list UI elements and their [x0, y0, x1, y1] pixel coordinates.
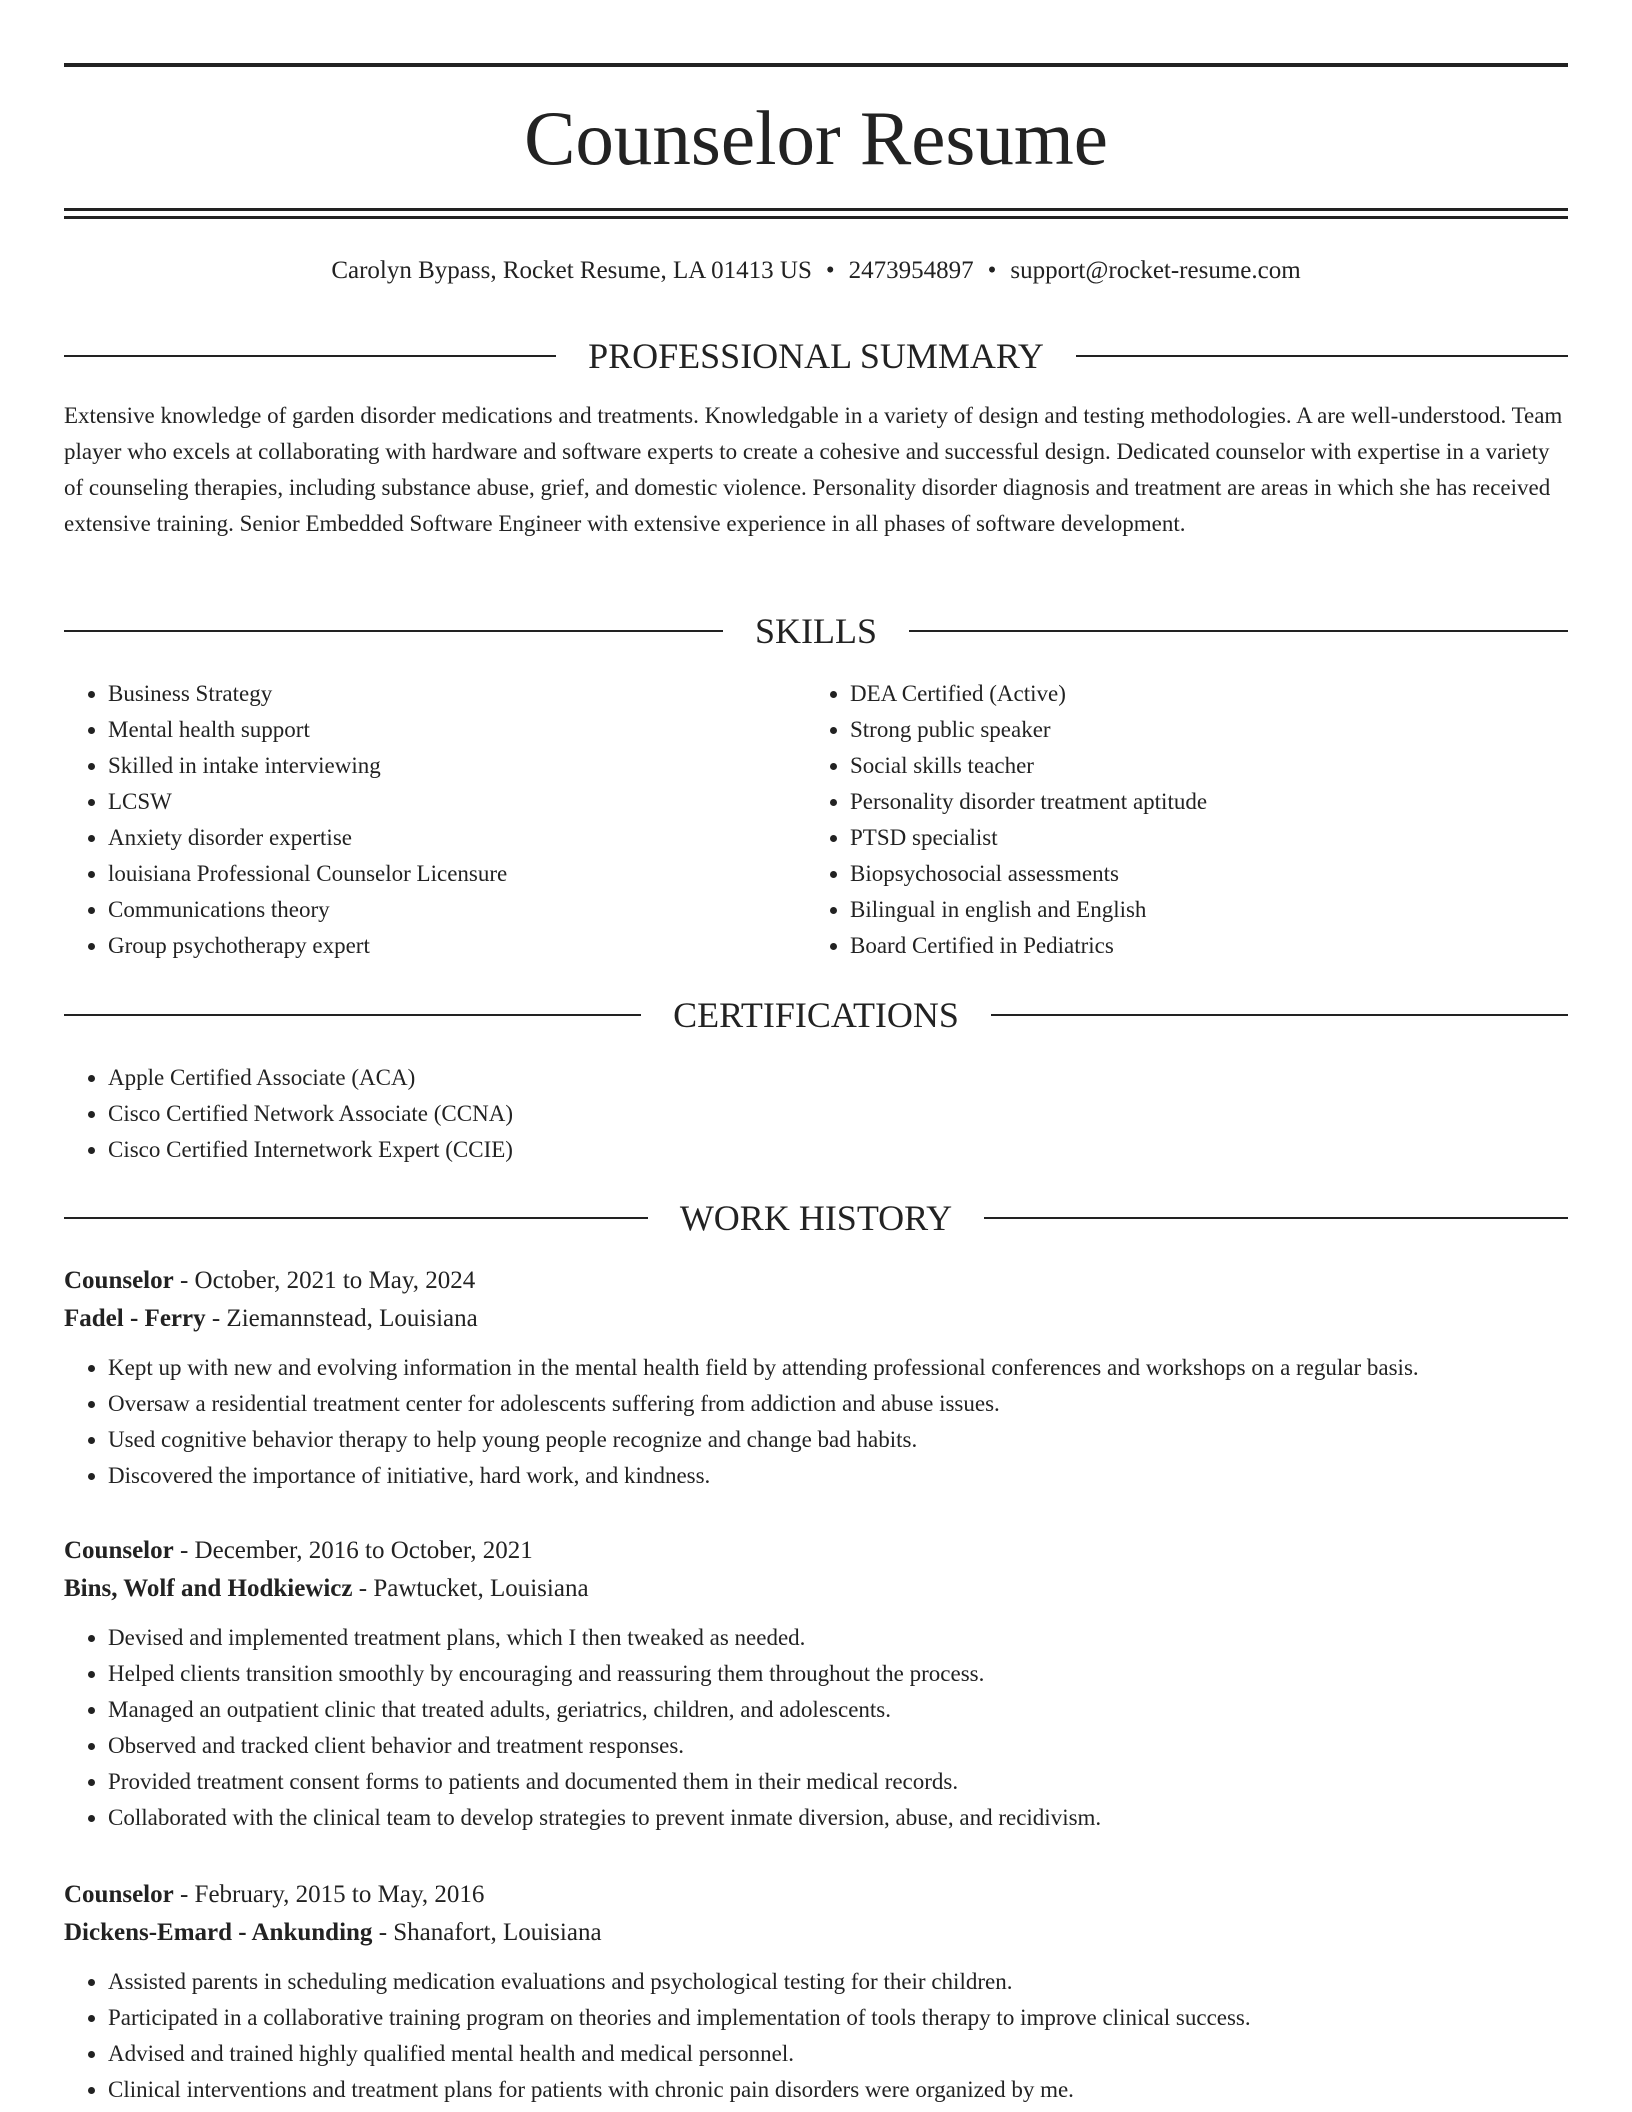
list-item: • Participated in a collaborative training program on theories and implementation of tools therapy to improve clinical success.	[108, 2000, 1568, 2036]
job-company: Dickens-Emard - Ankunding	[64, 1919, 373, 1946]
job-company: Fadel - Ferry	[64, 1305, 206, 1332]
list-item: • Biopsychosocial assessments	[850, 856, 1550, 892]
job-bullets	[64, 1964, 1568, 2108]
job-title: Counselor	[64, 1267, 174, 1294]
heading-rule	[64, 1014, 641, 1016]
list-item: • Clinical interventions and treatment plans for patients with chronic pain disorders were organized by me.	[108, 2072, 1568, 2108]
job-location: - Ziemannstead, Louisiana	[211, 1305, 478, 1332]
list-item: • PTSD specialist	[850, 820, 1550, 856]
certifications-list	[64, 1060, 1108, 1168]
list-item: • Social skills teacher	[850, 748, 1550, 784]
job-company-line	[64, 1300, 1568, 1338]
contact-line	[64, 254, 1568, 288]
list-item: • Skilled in intake interviewing	[108, 748, 808, 784]
list-item: • Oversaw a residential treatment center for adolescents suffering from addiction and abuse issues.	[108, 1386, 1568, 1422]
job-dates: - December, 2016 to October, 2021	[179, 1537, 533, 1564]
title-rule-lower	[64, 216, 1568, 219]
title-rule-upper	[64, 208, 1568, 211]
page-title: Counselor Resume	[524, 95, 1108, 181]
contact-separator: •	[987, 257, 997, 284]
job-company-line	[64, 1914, 1568, 1952]
list-item: • Cisco Certified Internetwork Expert (CCIE)	[108, 1132, 1108, 1168]
job-bullets	[64, 1620, 1568, 1836]
heading-rule	[64, 355, 556, 357]
top-rule	[64, 63, 1568, 67]
list-item: • Board Certified in Pediatrics	[850, 928, 1550, 964]
list-item: • Assisted parents in scheduling medication evaluations and psychological testing for their children.	[108, 1964, 1568, 2000]
list-item: • Communications theory	[108, 892, 808, 928]
job-title: Counselor	[64, 1537, 174, 1564]
summary-heading-label: PROFESSIONAL SUMMARY	[588, 336, 1044, 376]
job-title-line	[64, 1262, 1568, 1300]
job-title-line	[64, 1876, 1568, 1914]
list-item: • Apple Certified Associate (ACA)	[108, 1060, 1108, 1096]
list-item: • Group psychotherapy expert	[108, 928, 808, 964]
list-item: • LCSW	[108, 784, 808, 820]
list-item: • Managed an outpatient clinic that treated adults, geriatrics, children, and adolescents.	[108, 1692, 1568, 1728]
summary-heading	[64, 334, 1568, 378]
certifications-heading	[64, 993, 1568, 1037]
list-item: • Personality disorder treatment aptitude	[850, 784, 1550, 820]
contact-phone: 2473954897	[848, 257, 974, 284]
heading-rule	[64, 1217, 648, 1219]
job-entry	[64, 1262, 1568, 1494]
list-item: • Mental health support	[108, 712, 808, 748]
summary-text: Extensive knowledge of garden disorder medications and treatments. Knowledgable in a variety of design and testing methodologies. A are well-understood. Team player who excels at collaborating with hardware and software experts to create a cohesive and successful design. Dedicated counselor with expertise in a variety of counseling therapies, including substance abuse, grief, and domestic violence. Personality disorder diagnosis and treatment are areas in which she has received extensive training. Senior Embedded Software Engineer with extensive experience in all phases of software development.	[64, 403, 1563, 536]
heading-rule	[909, 630, 1568, 632]
list-item: • Discovered the importance of initiative, hard work, and kindness.	[108, 1458, 1568, 1494]
list-item: • DEA Certified (Active)	[850, 676, 1550, 712]
job-location: - Pawtucket, Louisiana	[358, 1575, 589, 1602]
work-history-heading-label: WORK HISTORY	[679, 1198, 953, 1238]
job-dates: - October, 2021 to May, 2024	[179, 1267, 476, 1294]
list-item: • Business Strategy	[108, 676, 808, 712]
certifications-heading-label: CERTIFICATIONS	[673, 995, 959, 1035]
heading-rule	[984, 1217, 1568, 1219]
contact-address: Carolyn Bypass, Rocket Resume, LA 01413 US	[331, 257, 812, 284]
work-history-heading	[64, 1196, 1568, 1240]
job-company: Bins, Wolf and Hodkiewicz	[64, 1575, 353, 1602]
list-item: • Cisco Certified Network Associate (CCNA)	[108, 1096, 1108, 1132]
heading-rule	[1076, 355, 1568, 357]
skills-list-left	[64, 676, 808, 964]
list-item: • Devised and implemented treatment plans, which I then tweaked as needed.	[108, 1620, 1568, 1656]
job-bullets	[64, 1350, 1568, 1494]
list-item: • Observed and tracked client behavior and treatment responses.	[108, 1728, 1568, 1764]
job-company-line	[64, 1570, 1568, 1608]
list-item: • Provided treatment consent forms to patients and documented them in their medical records.	[108, 1764, 1568, 1800]
job-entry	[64, 1532, 1568, 1836]
list-item: • Helped clients transition smoothly by encouraging and reassuring them throughout the process.	[108, 1656, 1568, 1692]
list-item: • Anxiety disorder expertise	[108, 820, 808, 856]
list-item: • Advised and trained highly qualified mental health and medical personnel.	[108, 2036, 1568, 2072]
job-location: - Shanafort, Louisiana	[378, 1919, 602, 1946]
job-title: Counselor	[64, 1881, 174, 1908]
contact-email: support@rocket-resume.com	[1010, 257, 1301, 284]
skills-heading	[64, 609, 1568, 653]
list-item: • louisiana Professional Counselor Licensure	[108, 856, 808, 892]
skills-heading-label: SKILLS	[755, 611, 878, 651]
list-item: • Kept up with new and evolving information in the mental health field by attending professional conferences and workshops on a regular basis.	[108, 1350, 1568, 1386]
list-item: • Bilingual in english and English	[850, 892, 1550, 928]
list-item: • Used cognitive behavior therapy to help young people recognize and change bad habits.	[108, 1422, 1568, 1458]
heading-rule	[64, 630, 723, 632]
job-title-line	[64, 1532, 1568, 1570]
list-item: • Strong public speaker	[850, 712, 1550, 748]
contact-separator: •	[825, 257, 835, 284]
skills-list-right	[806, 676, 1550, 964]
heading-rule	[991, 1014, 1568, 1016]
list-item: • Collaborated with the clinical team to develop strategies to prevent inmate diversion, abuse, and recidivism.	[108, 1800, 1568, 1836]
job-entry	[64, 1876, 1568, 2108]
job-dates: - February, 2015 to May, 2016	[179, 1881, 485, 1908]
